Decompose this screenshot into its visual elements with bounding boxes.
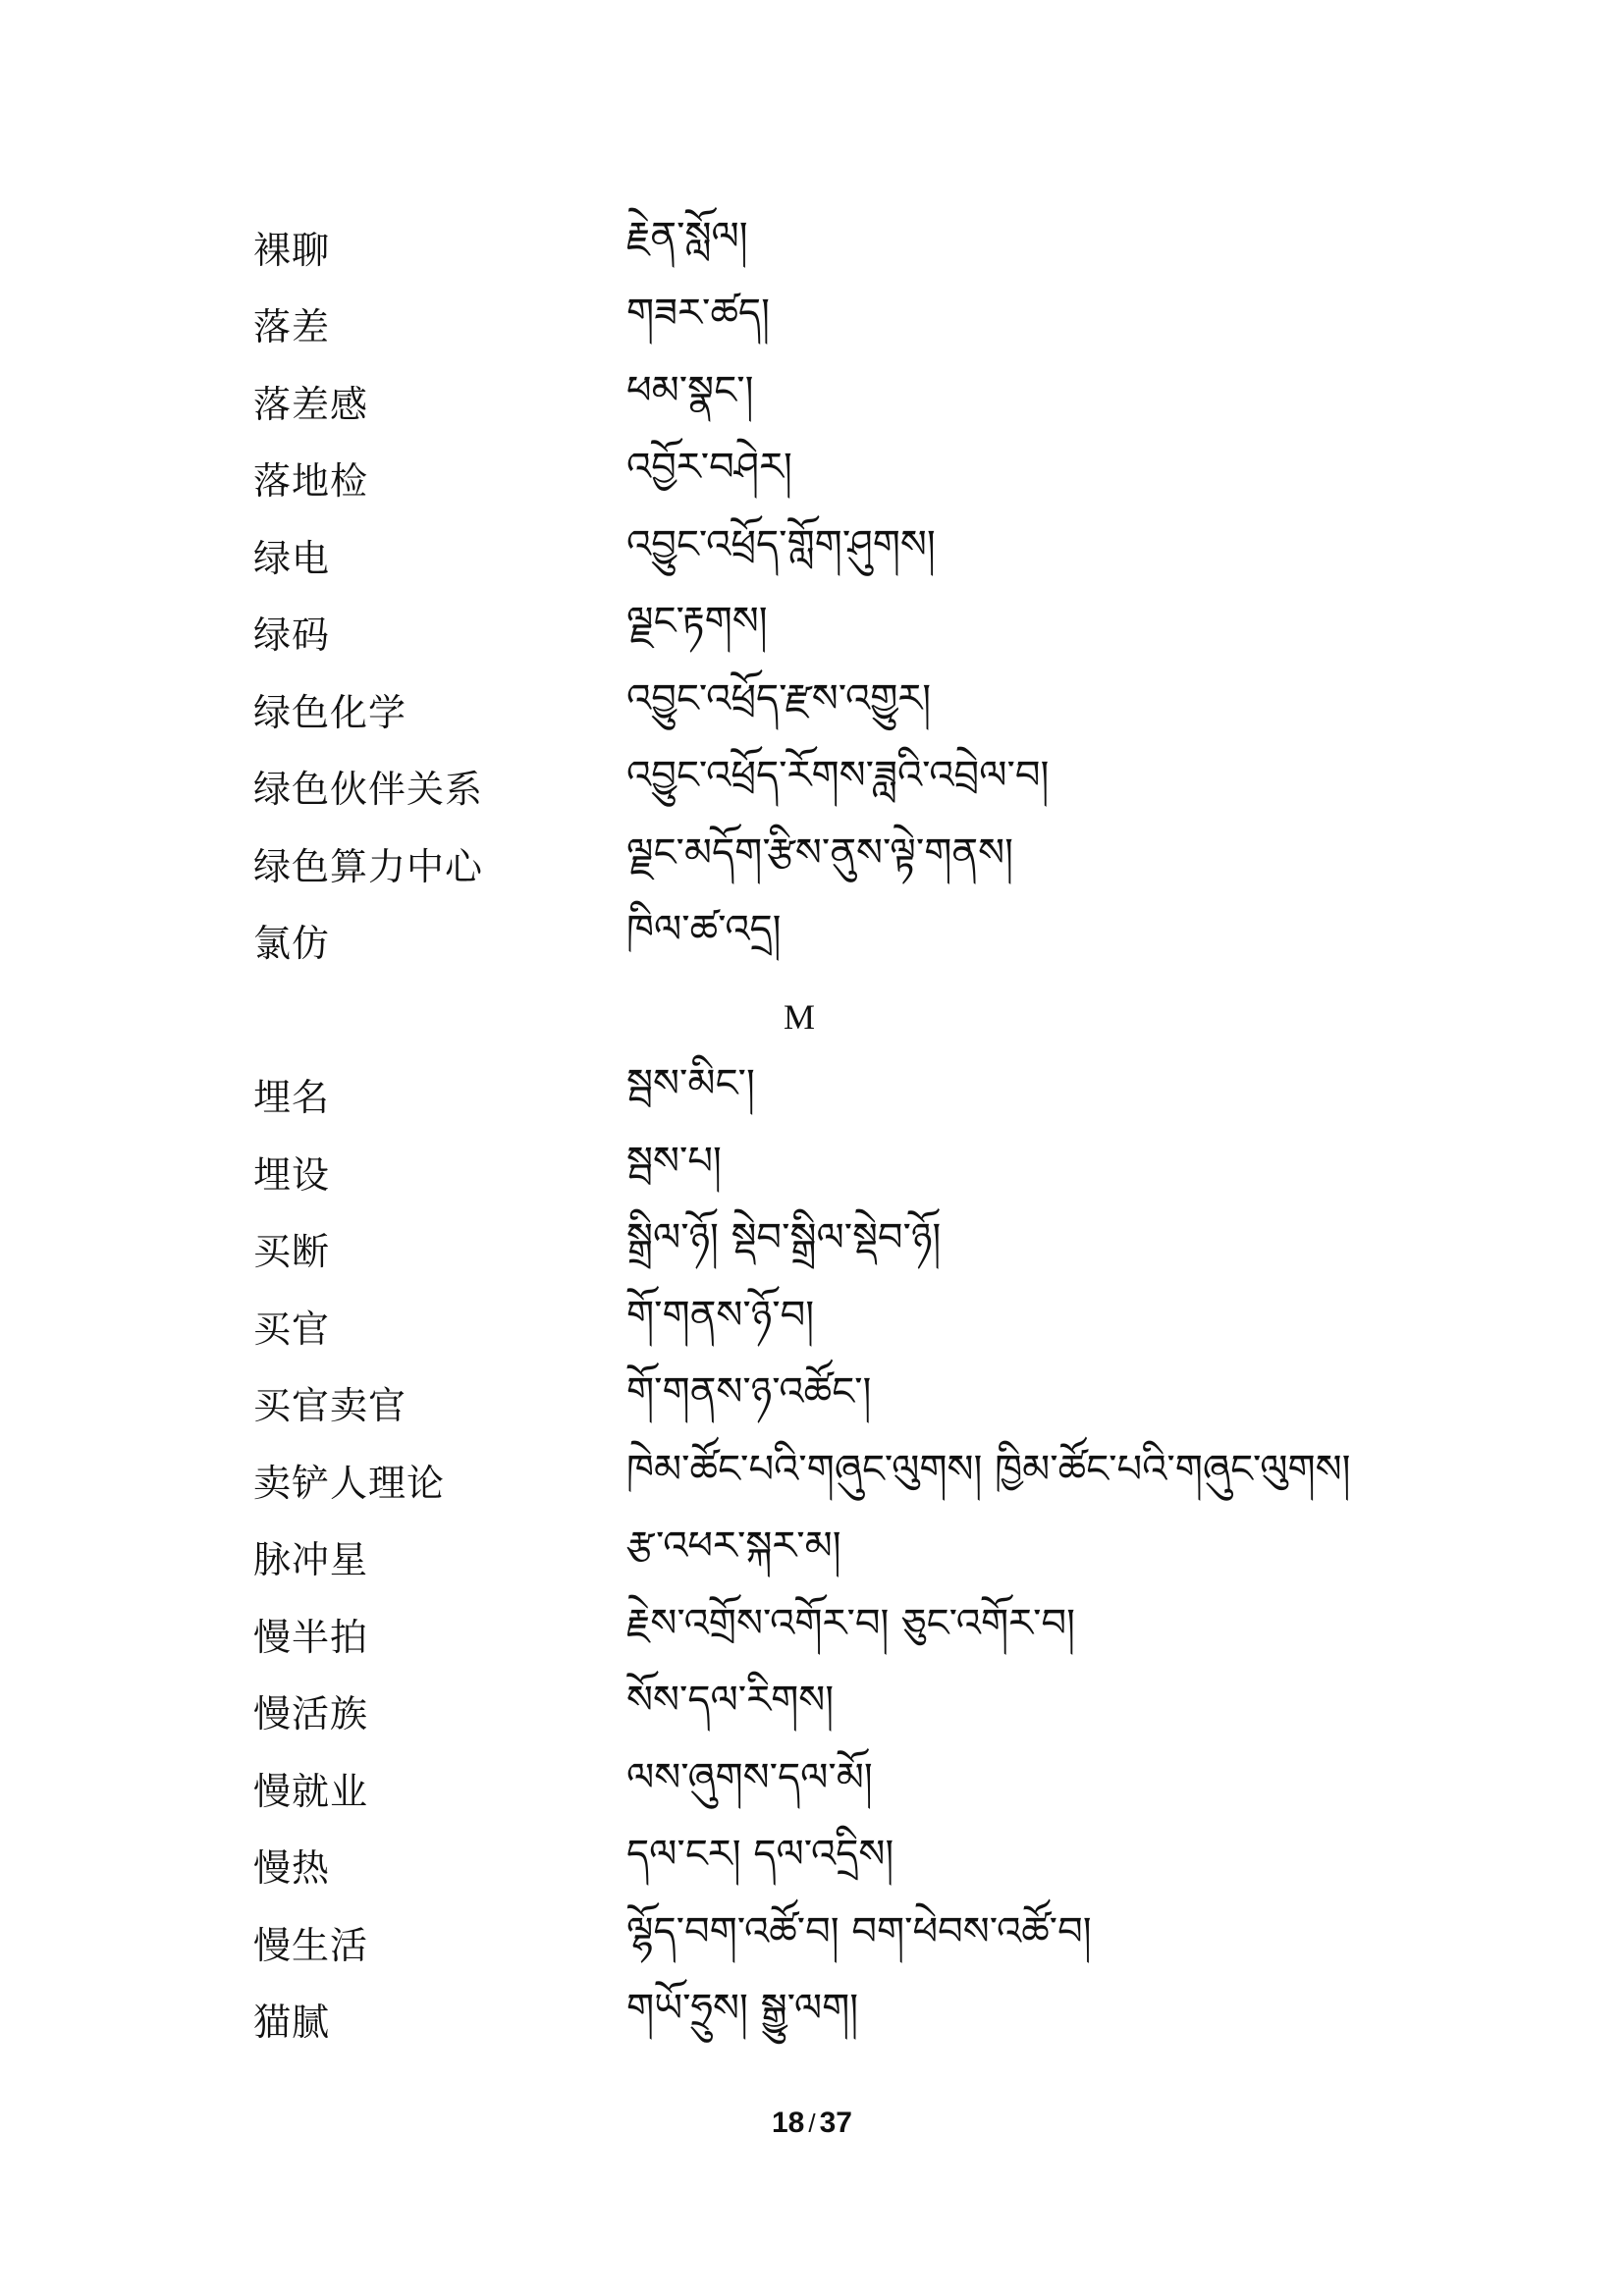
glossary-row [253,902,1412,980]
tibetan-term: ཁེམ་ཚོང་པའི་གཞུང་ལུགས། ཁྱིམ་ཚོང་པའི་གཞུང་ལུགས། [626,1446,1351,1492]
section-letter: M [784,997,816,1038]
tibetan-term: ལྗང་རྟགས། [626,599,768,645]
chinese-term: 卖铲人理论 [253,1461,446,1505]
chinese-term: 买断 [253,1230,331,1274]
glossary-row [253,1981,1412,2058]
tibetan-term: ལས་ཞུགས་དལ་མོ། [626,1754,873,1800]
tibetan-term: སྦས་པ། [626,1138,722,1184]
tibetan-term: ལྷོད་བག་འཚོ་བ། བག་ཕེབས་འཚོ་བ། [626,1908,1092,1954]
chinese-term: 慢半拍 [253,1615,369,1659]
tibetan-term: འབྱུང་འཕྲོད་རོགས་ཟླའི་འབྲེལ་བ། [626,753,1050,799]
page-current: 18 [772,2107,805,2139]
tibetan-term: གོ་གནས་ཉོ་བ། [626,1292,815,1338]
chinese-term: 慢活族 [253,1692,369,1736]
chinese-term: 绿电 [253,536,331,580]
tibetan-term: གཡོ་ཧྲུས། སྒྱུ་ལག། [626,1986,859,2032]
chinese-term: 脉冲星 [253,1538,369,1582]
chinese-term: 落差 [253,305,331,349]
tibetan-term: འབྱུང་འཕྲོད་གློག་ཤུགས། [626,521,936,567]
chinese-term: 埋设 [253,1152,331,1197]
chinese-term: 猫腻 [253,2001,331,2045]
chinese-term: 买官 [253,1307,331,1351]
chinese-term: 慢生活 [253,1923,369,1967]
tibetan-term: ལྗང་མདོག་རྩིས་ནུས་ལྟེ་གནས། [626,829,1013,876]
glossary-entries [253,208,1412,2057]
chinese-term: 绿色伙伴关系 [253,768,484,812]
chinese-term: 氯仿 [253,922,331,966]
page-number [0,2107,1624,2140]
chinese-term: 绿码 [253,614,331,658]
chinese-term: 绿色算力中心 [253,844,484,888]
chinese-term: 绿色化学 [253,690,407,734]
page-total: 37 [819,2107,852,2139]
chinese-term: 落差感 [253,382,369,426]
tibetan-term: སོས་དལ་རིགས། [626,1678,835,1724]
chinese-term: 慢就业 [253,1769,369,1813]
chinese-term: 慢热 [253,1846,331,1891]
tibetan-term: རྗེས་འགྲོས་འགོར་བ། ཅུང་འགོར་བ། [626,1600,1075,1646]
tibetan-term: དལ་ངར། དལ་འདྲིས། [626,1832,894,1878]
tibetan-term: རྗེན་སློལ། [626,213,748,259]
chinese-term: 买官卖官 [253,1384,407,1428]
chinese-term: 裸聊 [253,228,331,272]
tibetan-term: སྒྲིལ་ཉོ། སྡེབ་སྒྲིལ་སྡེབ་ཉོ། [626,1215,942,1261]
chinese-term: 埋名 [253,1076,331,1120]
page-separator: / [808,2109,816,2138]
tibetan-term: གཟར་ཚད། [626,291,770,337]
chinese-term: 落地检 [253,459,369,504]
tibetan-term: ཁིལ་ཚ་འདྲ། [626,907,782,953]
tibetan-term: གོ་གནས་ཉ་འཚོང་། [626,1369,872,1415]
tibetan-term: ཕམ་སྣང་། [626,367,754,413]
tibetan-term: འབྱོར་བཤེར། [626,445,792,491]
tibetan-term: རྩ་འཕར་སྐར་མ། [626,1523,841,1570]
tibetan-term: སྦས་མིང་། [626,1061,755,1107]
tibetan-term: འབྱུང་འཕྲོད་རྫས་འགྱུར། [626,675,932,721]
